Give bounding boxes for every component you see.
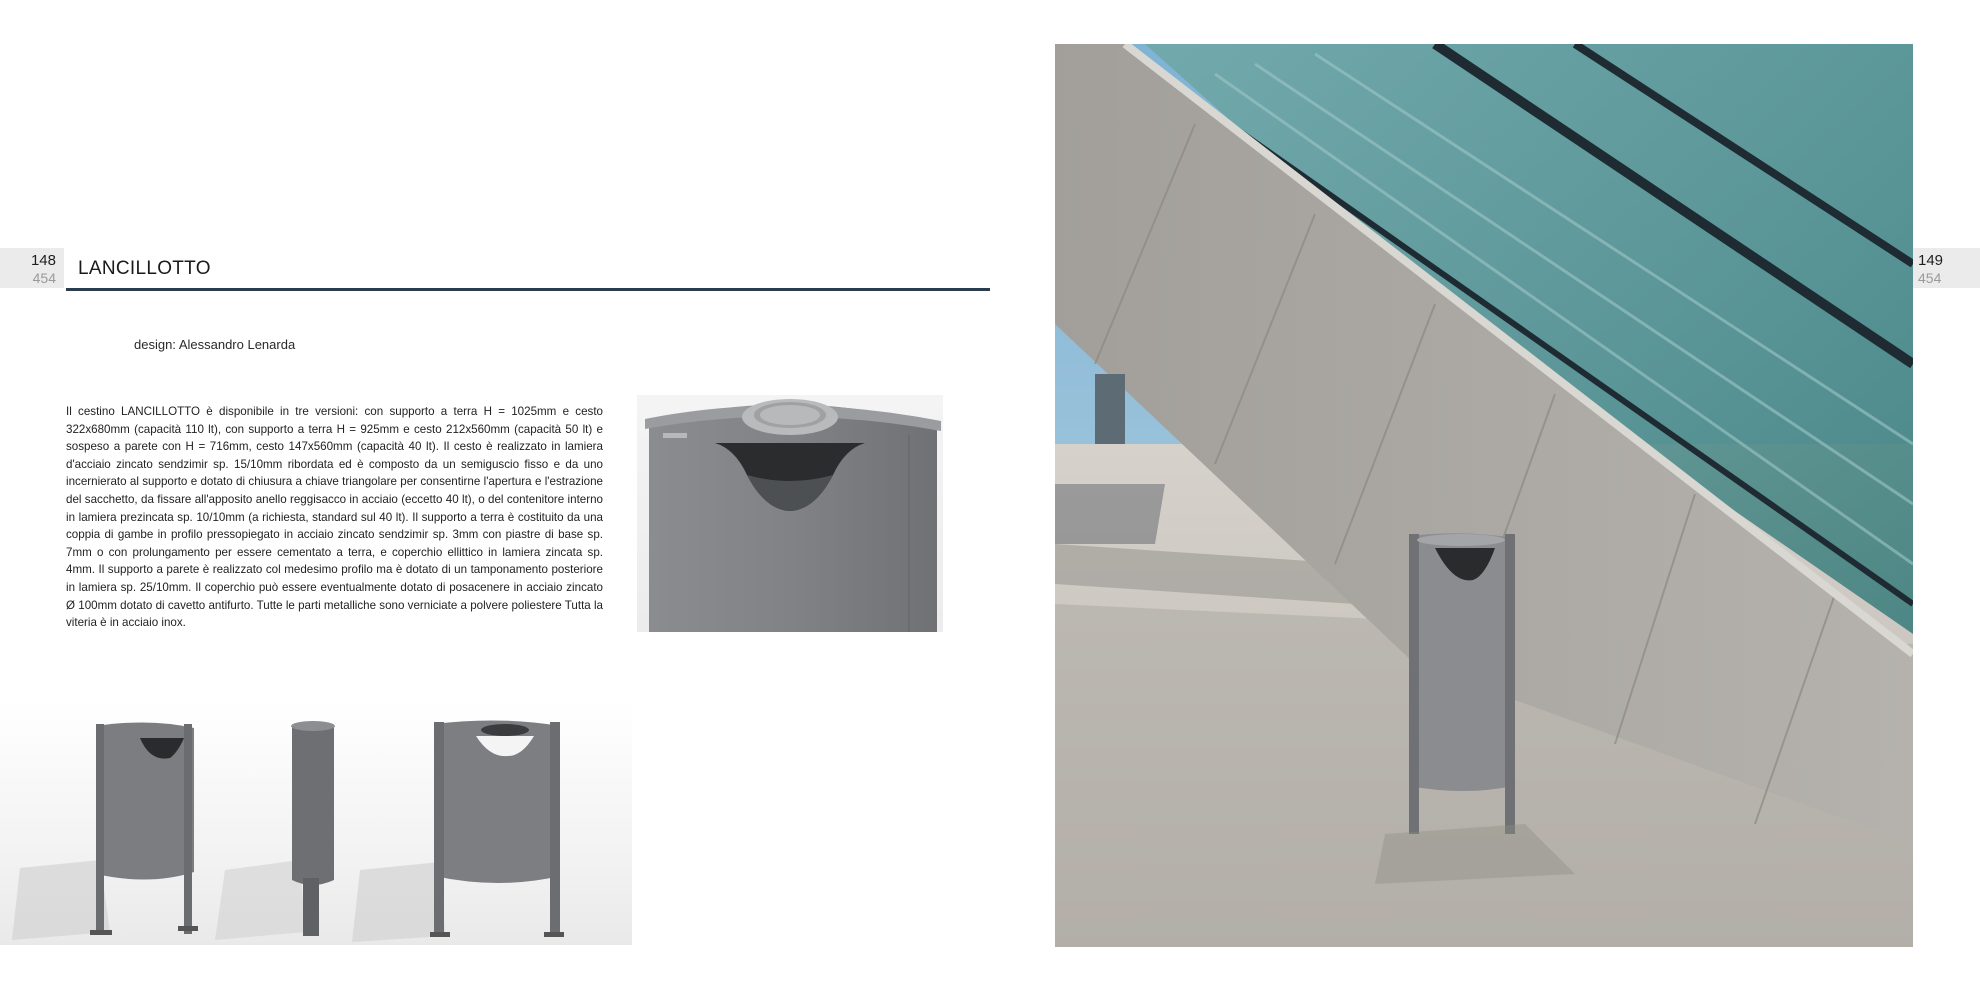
page-number-left (0, 248, 64, 288)
page-total: 454 (1918, 270, 1942, 286)
page-number: 148 (30, 252, 56, 269)
title-rule (66, 288, 990, 291)
product-variants-photo (0, 700, 632, 945)
designer-credit: design: Alessandro Lenarda (134, 337, 296, 352)
product-description: Il cestino LANCILLOTTO è disponibile in tre versioni: con supporto a terra H = 1025mm e cesto 322x680mm (capacità 110 lt), con supporto a terra H = 925mm e cesto 212x560mm (capacità 50 lt) e sospeso a parete con H = 716mm, cesto 147x560mm (capacità 40 lt). Il cesto è realizzato in lamiera d'acciaio zincato sendzimir sp. 15/10mm ribordata ed è composto da un semiguscio fisso e da uno incernierato al supporto e dotato di chiusura a chiave triangolare per consentirne l'apertura e l'estrazione del sacchetto, da fissare all'apposito anello reggisacco in acciaio (eccetto 40 lt), o del contenitore interno in lamiera prezincata sp. 10/10mm (a richiesta, standard sul 40 lt). Il supporto a terra è costituito da una coppia di gambe in profilo pressopiegato in acciaio zincato sendzimir sp. 3mm con piastre di base sp. 7mm o con prolungamento per essere cementato a terra, e coperchio ellittico in lamiera zincata sp. 4mm. Il supporto a parete è realizzato col medesimo profilo ma è dotato di un tamponamento posteriore in lamiera sp. 25/10mm. Il coperchio può essere eventualmente dotato di posacenere in acciaio zincato Ø 100mm dotato di cavetto antifurto. Tutte le parti metalliche sono verniciate a polvere poliestere Tutta la viteria è in acciaio inox. (66, 405, 603, 630)
page-number: 149 (1918, 252, 1944, 269)
product-closeup-photo (637, 395, 943, 632)
product-title: LANCILLOTTO (78, 258, 211, 279)
page-number-right (1912, 248, 1980, 288)
page-total: 454 (32, 270, 56, 286)
escalator-installation-photo (1055, 44, 1913, 947)
